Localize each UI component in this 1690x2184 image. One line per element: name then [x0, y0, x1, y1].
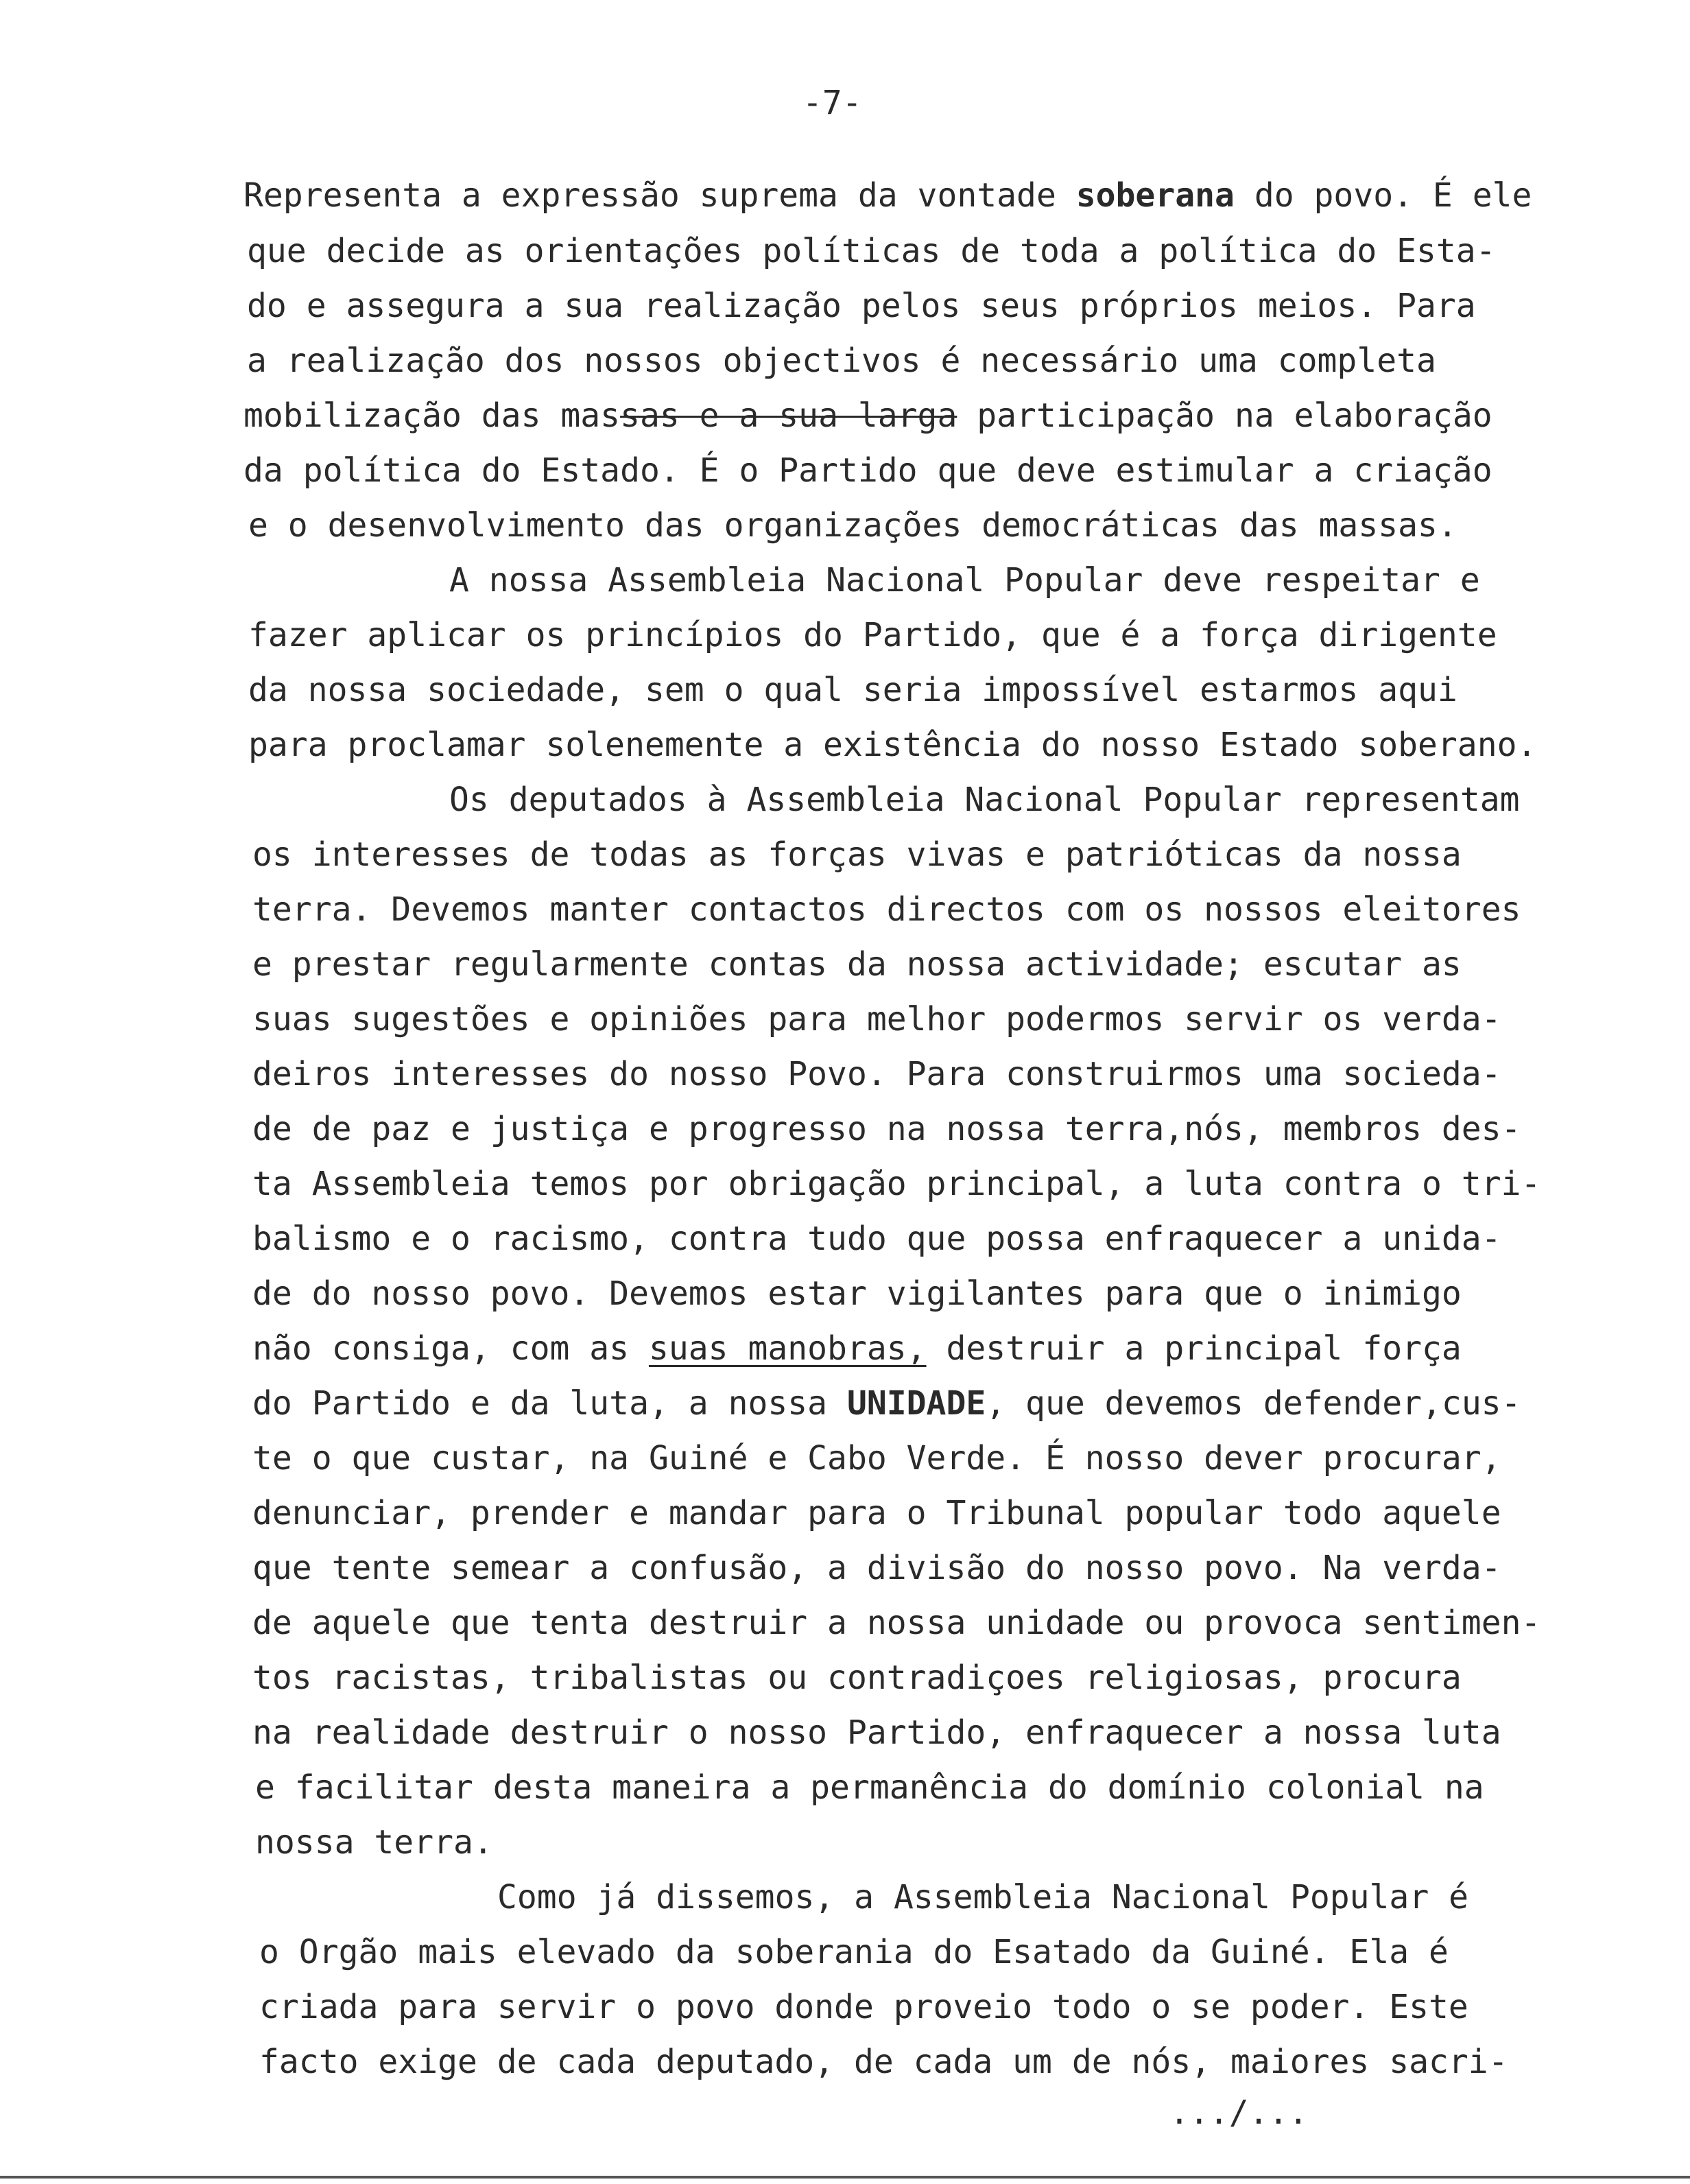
text-segment: tos racistas, tribalistas ou contradiçoes religiosas, procura	[252, 1659, 1462, 1697]
text-line	[248, 724, 1536, 765]
text-segment: de de paz e justiça e progresso na nossa terra,nós, membros des-	[252, 1110, 1521, 1148]
text-line	[247, 285, 1476, 327]
text-line	[449, 779, 1520, 820]
text-line	[252, 1108, 1521, 1150]
text-line	[252, 889, 1521, 930]
text-line	[259, 1986, 1468, 2028]
text-segment: para proclamar solenemente a existência do nosso Estado soberano.	[248, 726, 1537, 764]
text-bold: soberana	[1075, 176, 1235, 215]
text-line	[247, 230, 1496, 272]
text-segment: terra. Devemos manter contactos directos com os nossos eleitores	[252, 890, 1521, 929]
continuation-marker: .../...	[1169, 2093, 1309, 2132]
text-segment: A nossa Assembleia Nacional Popular deve respeitar e	[449, 561, 1480, 600]
text-segment: facto exige de cada deputado, de cada um de nós, maiores sacri-	[259, 2043, 1508, 2081]
text-line	[248, 615, 1497, 656]
text-segment: criada para servir o povo donde proveio todo o se poder. Este	[259, 1988, 1468, 2026]
text-line	[252, 1712, 1501, 1753]
text-segment: de do nosso povo. Devemos estar vigilantes para que o inimigo	[252, 1274, 1462, 1313]
text-segment: deiros interesses do nosso Povo. Para construirmos uma socieda-	[252, 1055, 1501, 1093]
page-number: -7-	[802, 84, 862, 122]
text-line	[259, 2041, 1508, 2082]
text-line	[252, 1547, 1501, 1589]
text-segment: nossa terra.	[255, 1823, 493, 1862]
text-line	[255, 1822, 493, 1863]
text-segment: e o desenvolvimento das organizações democráticas das massas.	[248, 506, 1457, 545]
text-line	[252, 1602, 1540, 1643]
text-segment: que decide as orientações políticas de toda a política do Esta-	[247, 232, 1496, 270]
text-segment: e facilitar desta maneira a permanência do domínio colonial na	[255, 1768, 1484, 1807]
text-line	[259, 1932, 1449, 1973]
text-line	[252, 944, 1462, 985]
text-line	[252, 1218, 1501, 1259]
text-line	[247, 340, 1436, 381]
text-segment: na realidade destruir o nosso Partido, enfraquecer a nossa luta	[252, 1713, 1501, 1752]
text-segment: participação na elaboração	[957, 396, 1492, 435]
text-segment: e prestar regularmente contas da nossa actividade; escutar as	[252, 945, 1462, 984]
text-segment: os interesses de todas as forças vivas e patrióticas da nossa	[252, 835, 1462, 874]
text-line	[252, 1163, 1540, 1204]
text-segment: fazer aplicar os princípios do Partido, que é a força dirigente	[248, 616, 1497, 654]
text-line	[248, 505, 1457, 546]
text-line	[252, 1657, 1462, 1698]
text-line	[255, 1767, 1484, 1808]
text-line	[243, 175, 1532, 216]
text-segment: do povo. É ele	[1234, 176, 1532, 215]
text-segment: balismo e o racismo, contra tudo que possa enfraquecer a unida-	[252, 1220, 1501, 1258]
text-line	[252, 1438, 1501, 1479]
text-line	[252, 1273, 1462, 1314]
text-segment: suas sugestões e opiniões para melhor podermos servir os verda-	[252, 1000, 1501, 1038]
text-segment: Como já dissemos, a Assembleia Nacional Popular é	[497, 1878, 1469, 1916]
text-segment: Representa a expressão suprema da vontade	[243, 176, 1076, 215]
text-line	[243, 395, 1492, 436]
text-line	[243, 450, 1492, 491]
text-segment: destruir a principal força	[926, 1329, 1462, 1368]
text-line	[248, 669, 1457, 711]
text-bold: UNIDADE	[846, 1384, 986, 1423]
text-segment: o Orgão mais elevado da soberania do Esatado da Guiné. Ela é	[259, 1933, 1449, 1971]
text-segment: mobilização das mas	[243, 396, 621, 435]
text-segment: da nossa sociedade, sem o qual seria impossível estarmos aqui	[248, 671, 1457, 709]
text-segment: Os deputados à Assembleia Nacional Popular representam	[449, 781, 1520, 819]
text-line	[252, 834, 1462, 875]
text-segment: não consiga, com as	[252, 1329, 649, 1368]
text-line	[252, 1383, 1521, 1424]
text-segment: ta Assembleia temos por obrigação principal, a luta contra o tri-	[252, 1165, 1541, 1203]
text-line	[252, 1328, 1462, 1369]
text-segment: te o que custar, na Guiné e Cabo Verde. É nosso dever procurar,	[252, 1439, 1501, 1477]
text-uline: suas manobras,	[648, 1329, 927, 1368]
text-line	[252, 999, 1501, 1040]
text-line	[252, 1054, 1501, 1095]
text-segment: , que devemos defender,cus-	[986, 1384, 1521, 1423]
text-segment: que tente semear a confusão, a divisão do nosso povo. Na verda-	[252, 1549, 1501, 1587]
text-line	[449, 560, 1480, 601]
text-strike: sas e a sua larga	[620, 396, 957, 435]
bottom-rule	[0, 2176, 1690, 2179]
text-segment: de aquele que tenta destruir a nossa unidade ou provoca sentimen-	[252, 1604, 1541, 1642]
text-segment: denunciar, prender e mandar para o Tribunal popular todo aquele	[252, 1494, 1501, 1532]
text-segment: da política do Estado. É o Partido que deve estimular a criação	[243, 451, 1492, 490]
text-line	[252, 1493, 1501, 1534]
text-segment: a realização dos nossos objectivos é necessário uma completa	[247, 342, 1436, 380]
text-segment: do Partido e da luta, a nossa	[252, 1384, 847, 1423]
text-segment: do e assegura a sua realização pelos seus próprios meios. Para	[247, 287, 1476, 325]
text-line	[497, 1877, 1468, 1918]
